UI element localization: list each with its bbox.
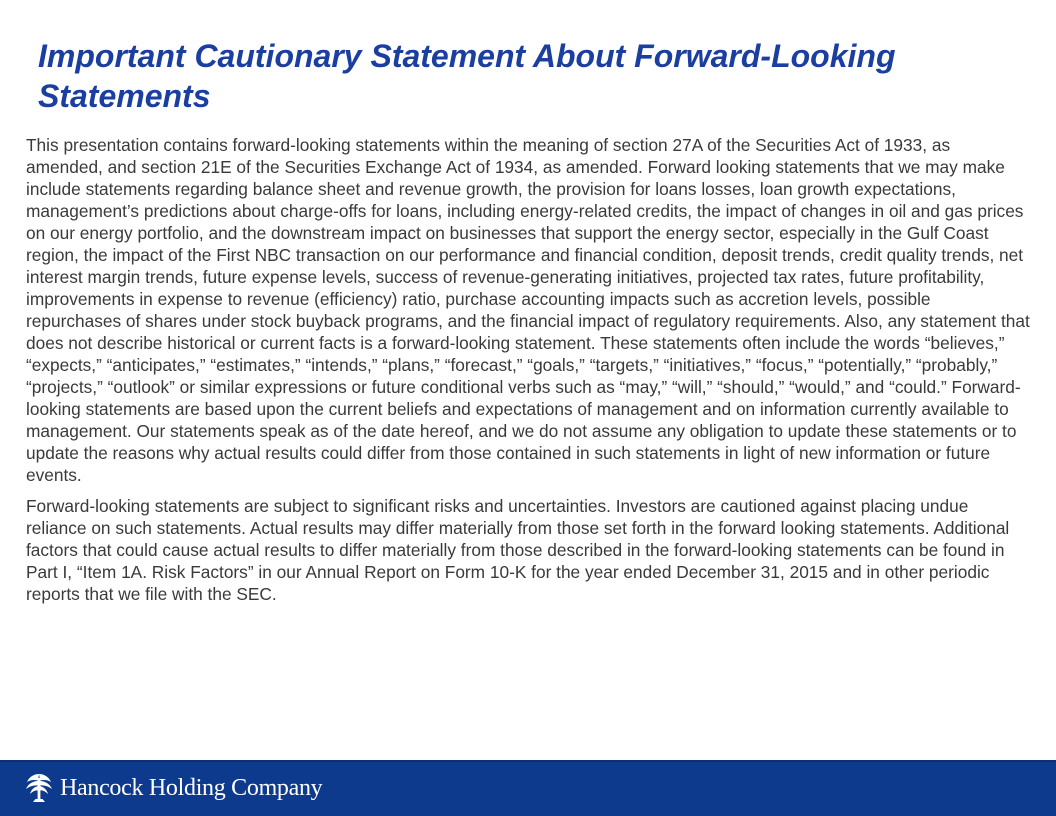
company-name: Hancock Holding Company bbox=[60, 774, 323, 801]
footer-bar bbox=[0, 760, 1056, 816]
company-logo bbox=[24, 772, 322, 804]
disclaimer-body bbox=[26, 134, 1030, 614]
hancock-tree-logo-icon bbox=[24, 772, 54, 804]
disclaimer-paragraph-1: This presentation contains forward-looking statements within the meaning of section 27A of the Securities Act of 1933, as amended, and section 21E of the Securities Exchange Act of 1934, as amended. Forward looking statements that we may make include statements regarding balance sheet and revenue growth, the provision for loans losses, loan growth expectations, management’s predictions about charge-offs for loans, including energy-related credits, the impact of changes in oil and gas prices on our energy portfolio, and the downstream impact on businesses that support the energy sector, especially in the Gulf Coast region, the impact of the First NBC transaction on our performance and financial condition, deposit trends, credit quality trends, net interest margin trends, future expense levels, success of revenue-generating initiatives, projected tax rates, future profitability, improvements in expense to revenue (efficiency) ratio, purchase accounting impacts such as accretion levels, possible repurchases of shares under stock buyback programs, and the financial impact of regulatory requirements. Also, any statement that does not describe historical or current facts is a forward-looking statement. These statements often include the words “believes,” “expects,” “anticipates,” “estimates,” “intends,” “plans,” “forecast,” “goals,” “targets,” “initiatives,” “focus,” “potentially,” “probably,” “projects,” “outlook” or similar expressions or future conditional verbs such as “may,” “will,” “should,” “would,” and “could.” Forward-looking statements are based upon the current beliefs and expectations of management and on information currently available to management. Our statements speak as of the date hereof, and we do not assume any obligation to update these statements or to update the reasons why actual results could differ from those contained in such statements in light of new information or future events. bbox=[26, 135, 1030, 485]
page-title: Important Cautionary Statement About Forward-Looking Statements bbox=[38, 38, 896, 114]
disclaimer-paragraph-2: Forward-looking statements are subject to significant risks and uncertainties. Investors are cautioned against placing undue reliance on such statements. Actual results may differ materially from those set forth in the forward looking statements. Additional factors that could cause actual results to differ materially from those described in the forward-looking statements can be found in Part I, “Item 1A. Risk Factors” in our Annual Report on Form 10-K for the year ended December 31, 2015 and in other periodic reports that we file with the SEC. bbox=[26, 496, 1010, 604]
